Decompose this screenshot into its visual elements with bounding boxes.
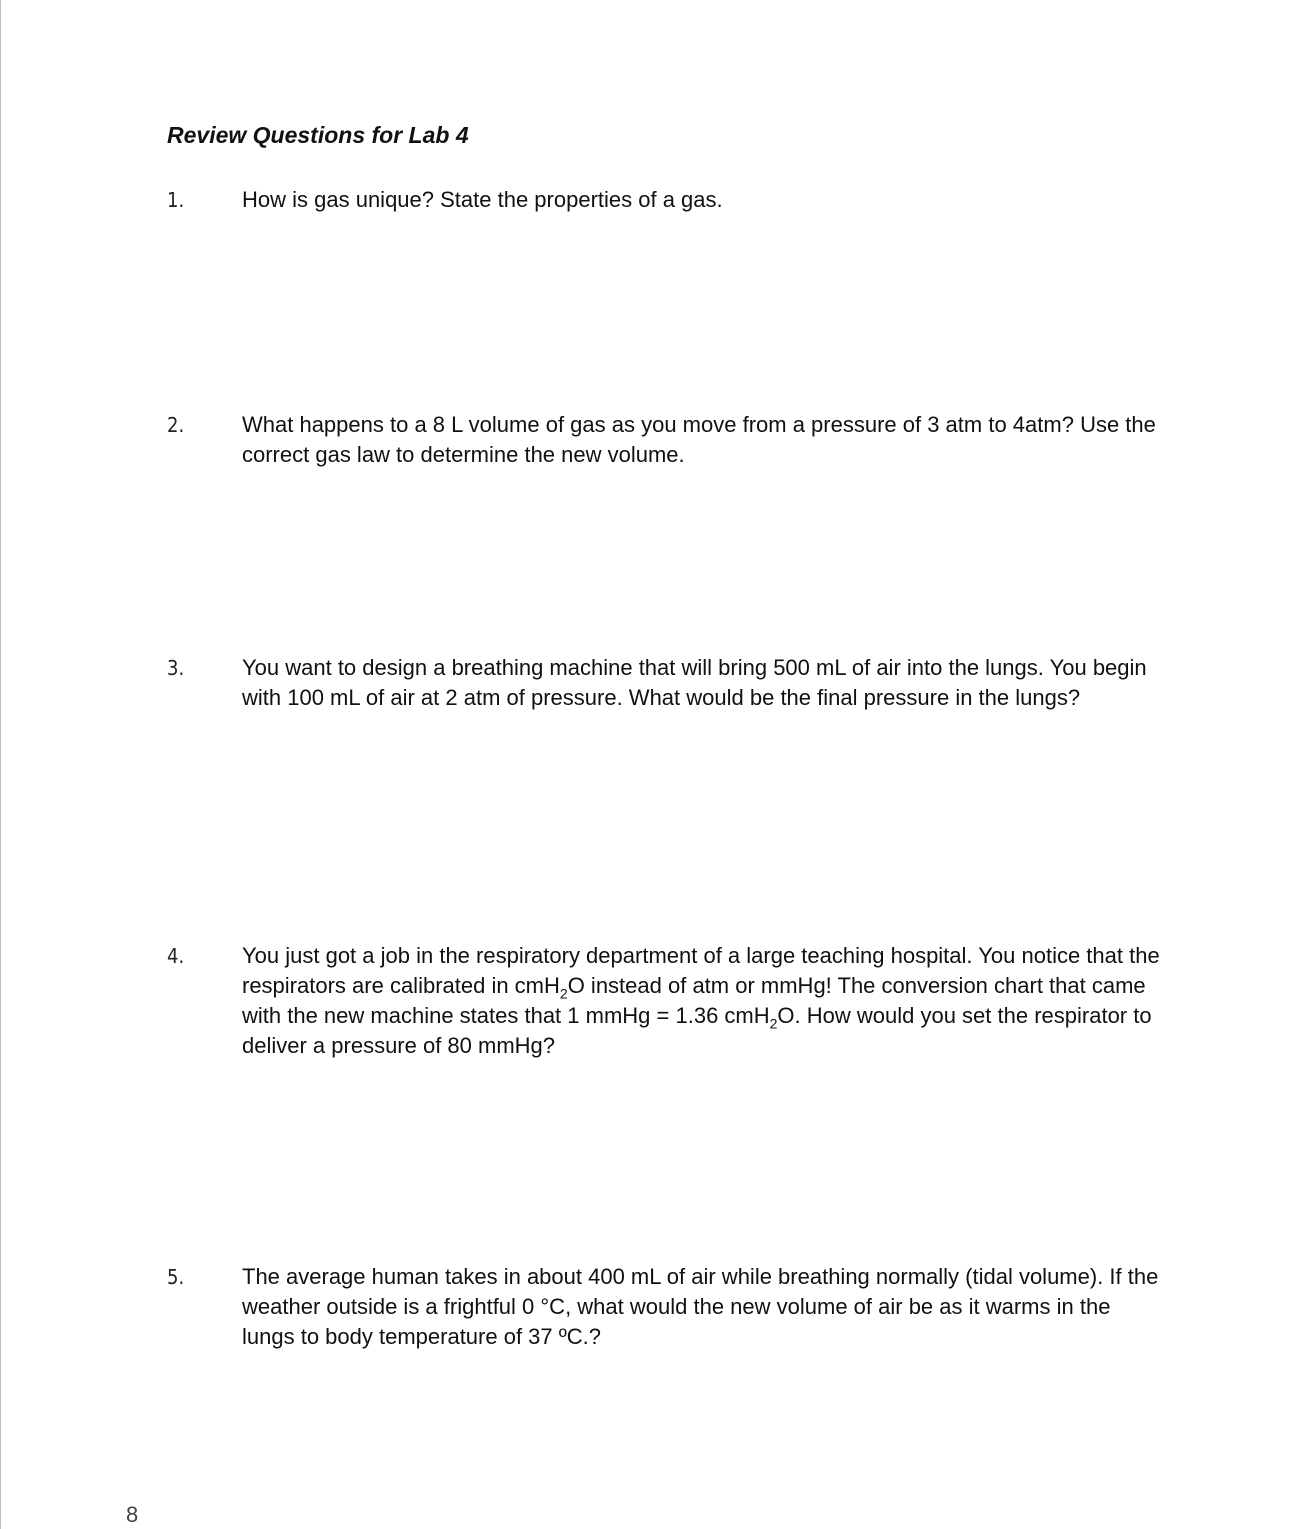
question-number: 3. bbox=[167, 656, 185, 680]
question-text bbox=[242, 941, 1162, 1061]
question-text-part: O. How would you set the respirator to deliver a pressure of 80 mmHg? bbox=[242, 1003, 1152, 1058]
page-edge bbox=[0, 0, 1, 1529]
page-number: 8 bbox=[126, 1502, 139, 1527]
question-text-part: O instead of atm or mmHg! The conversion chart that came with the new machine states that 1 mmHg = 1.36 cmH bbox=[242, 973, 1146, 1028]
subscript-two: 2 bbox=[559, 985, 568, 1002]
question-text: The average human takes in about 400 mL of air while breathing normally (tidal volume). If the weather outside is a frightful 0 °C, what would the new volume of air be as it warms in the lungs to body temperature of 37 ºC.? bbox=[242, 1264, 1159, 1349]
question-text-part: You just got a job in the respiratory department of a large teaching hospital. You notice that the respirators are calibrated in cmH bbox=[242, 943, 1160, 998]
question-number: 5. bbox=[167, 1265, 185, 1289]
question-text: What happens to a 8 L volume of gas as you move from a pressure of 3 atm to 4atm? Use the correct gas law to determine the new volume. bbox=[242, 412, 1156, 467]
question-number: 2. bbox=[167, 413, 185, 437]
question-text: You want to design a breathing machine that will bring 500 mL of air into the lungs. You begin with 100 mL of air at 2 atm of pressure. What would be the final pressure in the lungs? bbox=[242, 655, 1147, 710]
subscript-two: 2 bbox=[769, 1015, 778, 1032]
page-title: Review Questions for Lab 4 bbox=[167, 122, 469, 148]
question-text: How is gas unique? State the properties of a gas. bbox=[242, 187, 723, 212]
question-number: 1. bbox=[167, 188, 185, 212]
question-number: 4. bbox=[167, 944, 185, 968]
